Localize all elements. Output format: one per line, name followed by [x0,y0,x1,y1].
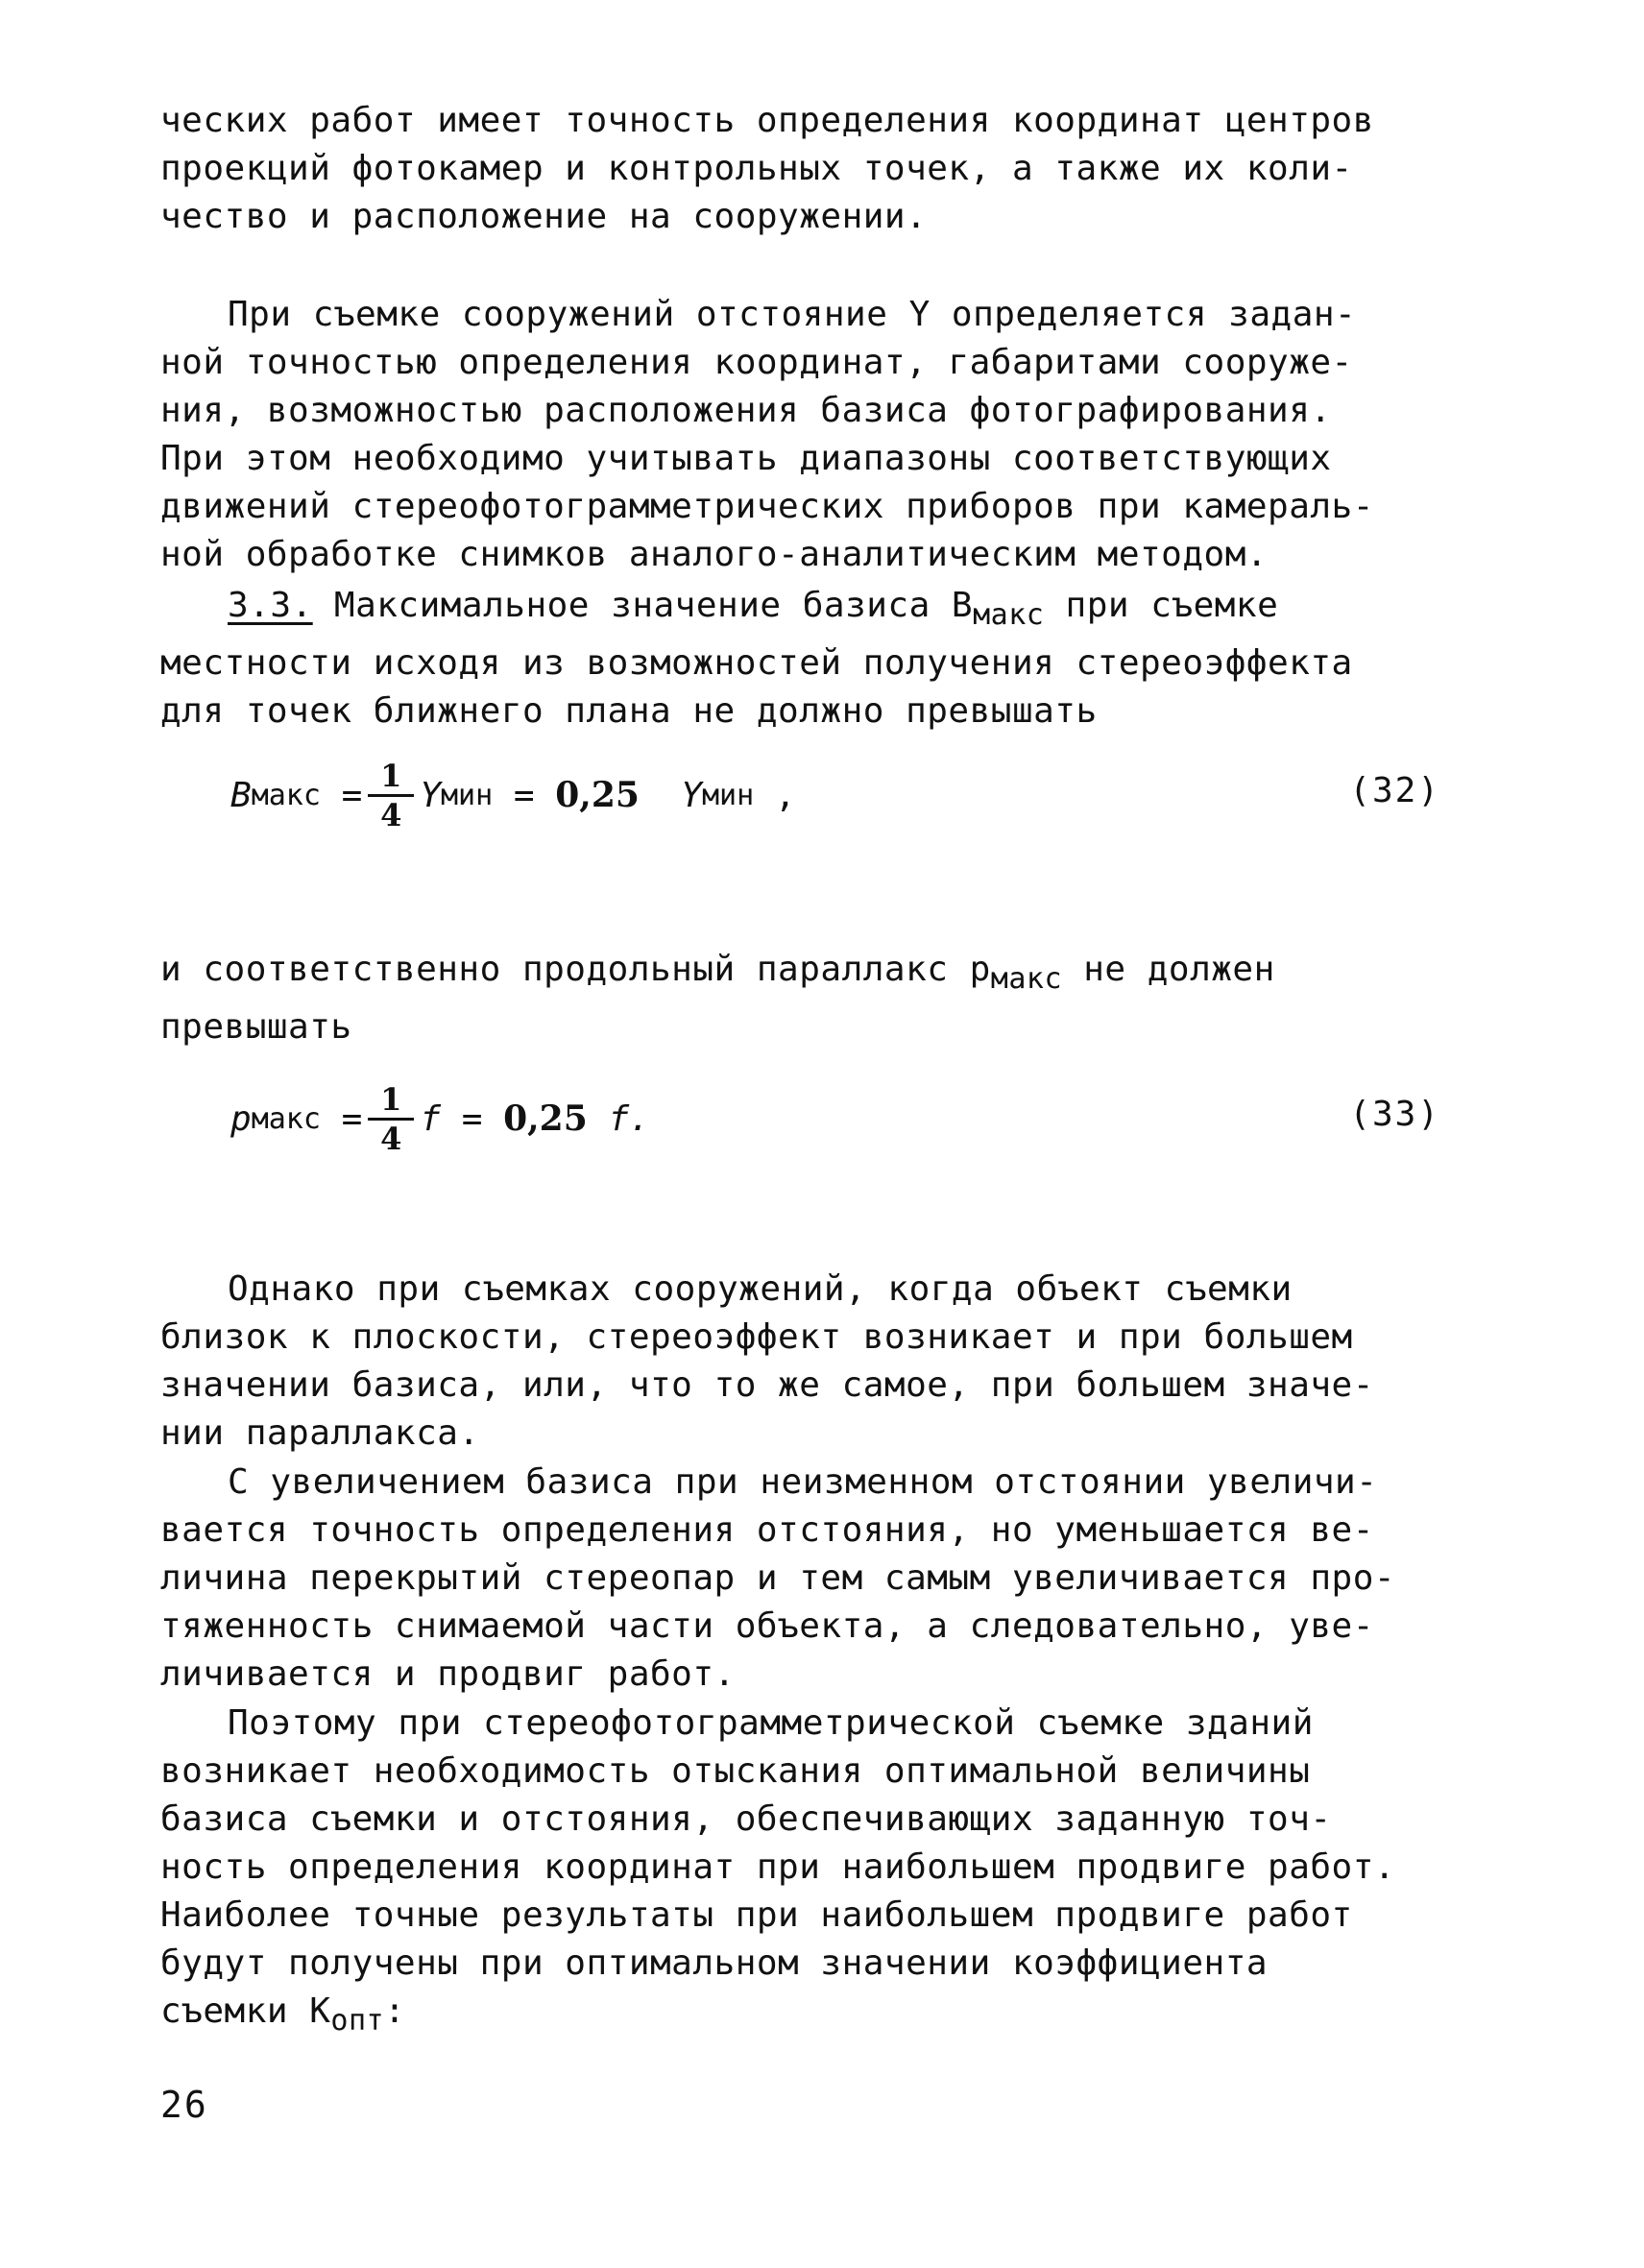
section-first-line [160,582,1466,639]
text-line: местности исходя из возможностей получения стереоэффекта [160,643,1353,683]
equation-number: (33) [1349,1095,1440,1134]
formula-var: f. [608,1098,650,1139]
paragraph-1 [160,97,1466,241]
paragraph-2 [160,291,1466,579]
equals-sign: = [513,775,535,815]
formula-33 [230,1061,1440,1176]
formula-expression [230,1061,650,1176]
formula-expression [230,737,796,853]
text-line: превышать [160,1007,352,1047]
text-line: чество и расположение на сооружении. [160,197,928,236]
formula-var: Y [681,775,702,815]
equals-sign: = [461,1098,483,1139]
text-span: и соответственно продольный параллакс p [160,950,991,989]
text-line: ния, возможностью расположения базиса фотографирования. [160,391,1332,430]
equation-number: (32) [1349,771,1440,810]
formula-subscript: макс [251,778,321,812]
text-line: ческих работ имеет точность определения координат центров [160,101,1374,140]
formula-var: Y [420,775,441,815]
formula-subscript: мин [701,778,755,812]
formula-punctuation: , [774,775,796,815]
formula-var: B [230,775,252,815]
fraction [368,758,414,833]
text-line: При этом необходимо учитывать диапазоны соответствующих [160,439,1332,478]
subscript: макс [990,962,1063,996]
text-line: личивается и продвиг работ. [160,1654,736,1694]
paragraph-7 [160,1700,1466,2045]
text-line: ной точностью определения координат, габаритами сооруже- [160,343,1353,382]
formula-subscript: макс [251,1101,321,1136]
text-span: : [384,1991,406,2031]
text-line: нии параллакса. [160,1413,480,1453]
coefficient: 0,25 [555,775,640,815]
equals-sign: = [341,1098,363,1139]
text-line: вается точность определения отстояния, но уменьшается ве- [160,1510,1374,1550]
page-number: 26 [160,2084,208,2126]
text-span: Максимальное значение базиса B [333,586,974,625]
subscript: макс [973,598,1045,632]
formula-subscript: мин [441,778,494,812]
text-line: для точек ближнего плана не должно превышать [160,691,1098,731]
text-line: ность определения координат при наибольшем продвиге работ. [160,1847,1396,1887]
text-line: Однако при съемках сооружений, когда объект съемки [228,1269,1293,1309]
text-line: близок к плоскости, стереоэффект возникает и при большем [160,1317,1353,1357]
text-line: личина перекрытий стереопар и тем самым увеличивается про- [160,1558,1396,1598]
text-span: съемки K [160,1991,331,2031]
paragraph-5 [160,1266,1466,1458]
coefficient: 0,25 [503,1098,588,1139]
paragraph-4 [160,946,1466,1051]
paragraph-3 [160,582,1466,736]
formula-var: f [420,1098,441,1139]
text-line: движений стереофотограмметрических приборов при камераль- [160,487,1374,526]
section-number: 3.3. [228,586,313,625]
formula-var: p [230,1098,252,1139]
text-line: базиса съемки и отстояния, обеспечивающих заданную точ- [160,1799,1332,1839]
text-line: При съемке сооружений отстояние Y определяется задан- [228,295,1357,334]
fraction-numerator: 1 [380,757,402,794]
paragraph-6 [160,1459,1466,1699]
text-line: значении базиса, или, что то же самое, при большем значе- [160,1365,1374,1405]
text-line: ной обработке снимков аналого-аналитическим методом. [160,535,1269,574]
fraction-denominator: 4 [380,1120,402,1157]
text-span: при съемке [1044,586,1279,625]
fraction [368,1081,414,1157]
text-first-line [160,946,1466,1003]
text-line: Наиболее точные результаты при наибольшем продвиге работ [160,1895,1353,1935]
text-line: проекций фотокамер и контрольных точек, а также их коли- [160,149,1353,188]
text-line: возникает необходимость отыскания оптимальной величины [160,1751,1311,1791]
fraction-denominator: 4 [380,796,402,833]
text-line: тяженность снимаемой части объекта, а следовательно, уве- [160,1606,1374,1646]
fraction-numerator: 1 [380,1080,402,1118]
subscript: опт [330,2004,385,2038]
text-line: Поэтому при стереофотограмметрической съемке зданий [228,1703,1314,1743]
text-line: будут получены при оптимальном значении коэффициента [160,1943,1269,1983]
text-span: не должен [1062,950,1275,989]
text-line: С увеличением базиса при неизменном отстоянии увеличи- [228,1462,1378,1502]
text-last-line [160,1988,1466,2045]
formula-32 [230,737,1440,853]
equals-sign: = [341,775,363,815]
